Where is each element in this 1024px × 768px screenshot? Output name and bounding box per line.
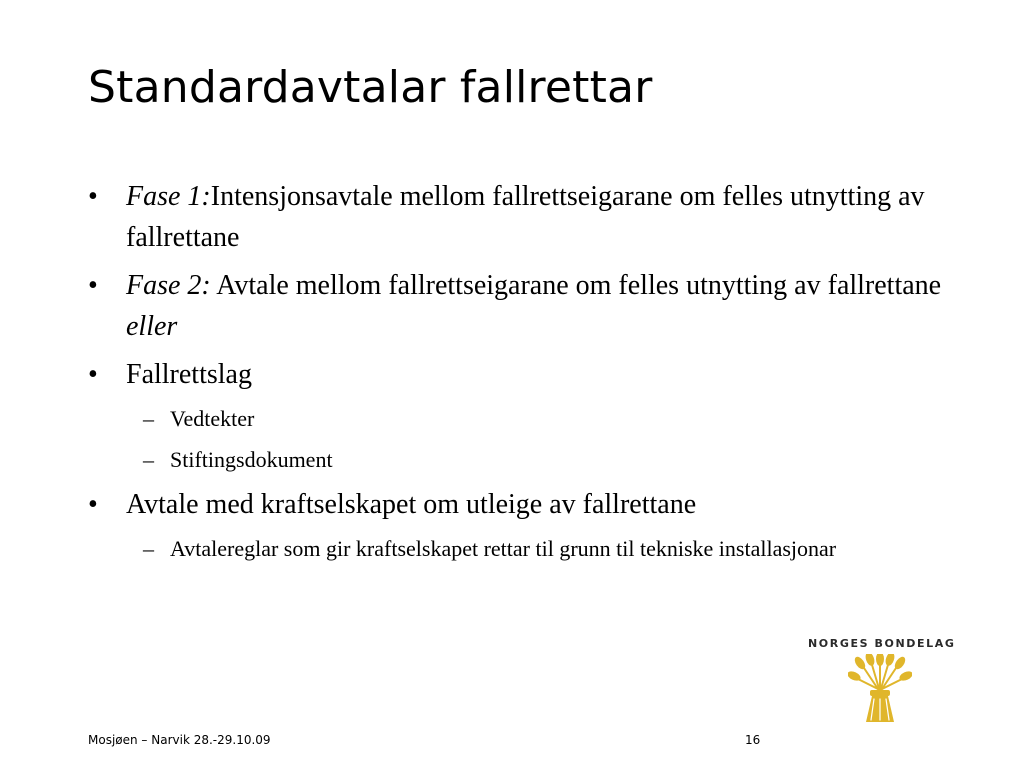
sub-bullet-vedtekter-text: Vedtekter [170,406,255,431]
sub-bullet-mark: – [143,447,154,472]
bullet-fallrettslag-text: Fallrettslag [126,359,252,390]
bullet-fase-1-label: Fase 1: [126,181,211,212]
sub-bullet-mark: – [143,536,154,561]
bullet-mark: • [88,181,98,212]
bullet-fase-2-text: Avtale mellom fallrettseigarane om felles utnytting av fallrettane [210,270,942,301]
footer-location-date: Mosjøen – Narvik 28.-29.10.09 [88,733,271,747]
bullet-mark: • [88,270,98,301]
sub-bullet-vedtekter [88,402,968,436]
bullet-fase-1 [88,176,968,258]
bullet-fase-2-eller: eller [126,311,178,342]
bullet-mark: • [88,489,98,520]
page-number: 16 [745,733,761,747]
sub-bullet-stiftingsdokument [88,443,968,477]
bullet-mark: • [88,359,98,390]
wheat-sheaf-icon [848,654,912,724]
bullet-avtale-kraftselskap-text: Avtale med kraftselskapet om utleige av fallrettane [126,489,697,520]
slide-content [88,176,968,566]
sub-bullet-mark: – [143,406,154,431]
bullet-fase-2-label: Fase 2: [126,270,211,301]
bullet-fase-1-text: Intensjonsavtale mellom fallrettseigarane om felles utnytting av fallrettane [126,181,925,253]
sub-bullet-avtalereglar [88,532,968,566]
bullet-avtale-kraftselskap [88,484,968,525]
bullet-fallrettslag [88,354,968,395]
sub-bullet-avtalereglar-text: Avtalereglar som gir kraftselskapet rettar til grunn til tekniske installasjonar [170,536,837,561]
slide-title: Standardavtalar fallrettar [88,62,653,113]
sub-bullet-stiftingsdokument-text: Stiftingsdokument [170,447,333,472]
logo-text: NORGES BONDELAG [808,637,956,650]
bullet-fase-2 [88,265,968,347]
